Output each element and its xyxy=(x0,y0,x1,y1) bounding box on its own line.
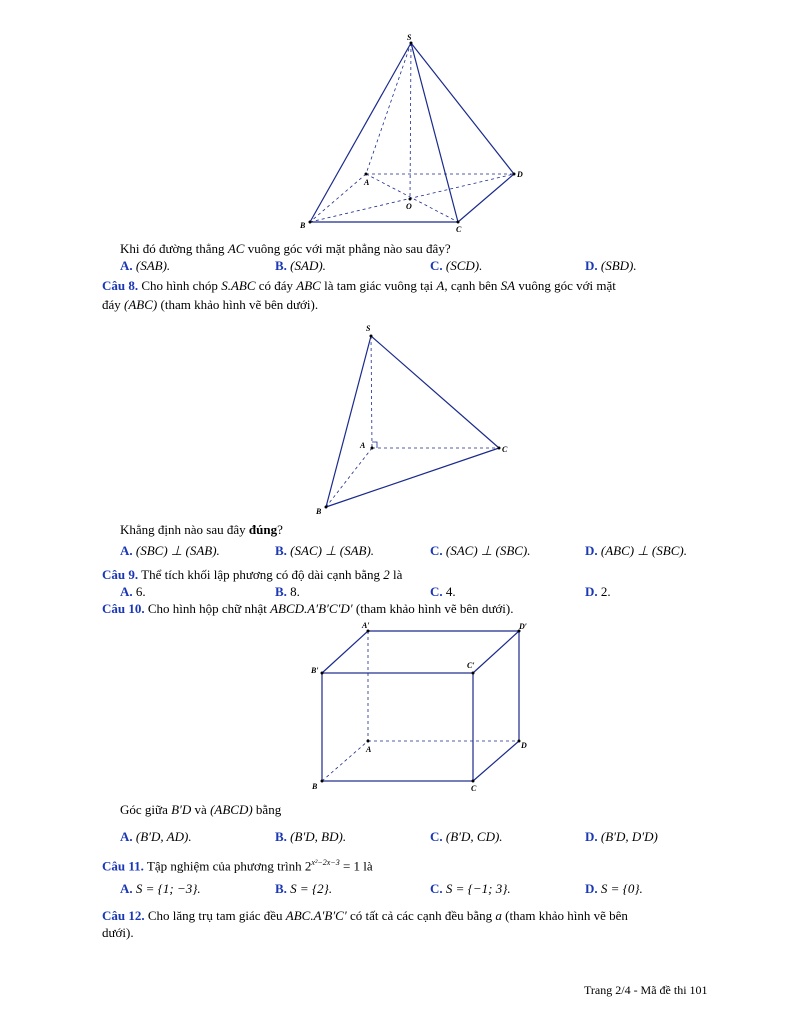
vertex-label-a: A xyxy=(360,441,366,450)
q11-option-a[interactable]: A. S = {1; −3}. xyxy=(120,881,201,896)
vertex-label-b: B xyxy=(300,221,306,230)
q11-stem: Câu 11. Tập nghiệm của phương trình $2^{x^2-2x-3} = 1$ là xyxy=(102,858,373,874)
vertex-label-d-prime: D′ xyxy=(519,622,528,631)
q8-option-d[interactable]: D. (ABC) ⊥ (SBC). xyxy=(585,543,687,558)
q8-stem-line1: Câu 8. Cho hình chóp S.ABC có đáy ABC là tam giác vuông tại A, cạnh bên SA vuông góc với mặt xyxy=(102,278,616,293)
vertex-label-c: C xyxy=(456,225,462,234)
vertex-label-b-prime: B′ xyxy=(311,666,319,675)
q8-option-c[interactable]: C. (SAC) ⊥ (SBC). xyxy=(430,543,531,558)
vertex-label-a: A xyxy=(364,178,370,187)
q10-stem: Câu 10. Cho hình hộp chữ nhật ABCD.A′B′C′D′ (tham khảo hình vẽ bên dưới). xyxy=(102,601,514,616)
vertex-label-s: S xyxy=(366,324,371,333)
vertex-label-d: D xyxy=(517,170,523,179)
q12-stem-line1: Câu 12. Cho lăng trụ tam giác đều ABC.A′B′C′ có tất cả các cạnh đều bằng a (tham khảo hình vẽ bên xyxy=(102,908,628,923)
q9-option-d[interactable]: D. 2. xyxy=(585,584,611,599)
q12-stem-line2: dưới). xyxy=(102,925,134,940)
page-footer: Trang 2/4 - Mã đề thi 101 xyxy=(584,983,708,997)
vertex-label-a-prime: A′ xyxy=(362,621,370,630)
q11-option-c[interactable]: C. S = {−1; 3}. xyxy=(430,881,511,896)
q10-prompt: Góc giữa B′D và (ABCD) bằng xyxy=(120,802,282,817)
q9-option-c[interactable]: C. 4. xyxy=(430,584,456,599)
q11-option-d[interactable]: D. S = {0}. xyxy=(585,881,643,896)
q8-option-b[interactable]: B. (SAC) ⊥ (SAB). xyxy=(275,543,375,558)
pyramid-sabc-figure xyxy=(310,320,520,520)
q8-option-a[interactable]: A. (SBC) ⊥ (SAB). xyxy=(120,543,220,558)
q10-option-d[interactable]: D. (B′D, D′D) xyxy=(585,829,658,844)
q10-option-a[interactable]: A. (B′D, AD). xyxy=(120,829,192,844)
q7-option-d[interactable]: D. (SBD). xyxy=(585,258,637,273)
vertex-label-c: C xyxy=(471,784,477,793)
q8-prompt: Khẳng định nào sau đây đúng? xyxy=(120,522,283,537)
q7-option-b[interactable]: B. (SAD). xyxy=(275,258,326,273)
vertex-label-a: A xyxy=(366,745,372,754)
q8-stem-line2: đáy (ABC) (tham khảo hình vẽ bên dưới). xyxy=(102,297,319,312)
vertex-label-d: D xyxy=(521,741,527,750)
q7-option-c[interactable]: C. (SCD). xyxy=(430,258,483,273)
q11-option-b[interactable]: B. S = {2}. xyxy=(275,881,333,896)
vertex-label-o: O xyxy=(406,202,412,211)
q9-option-a[interactable]: A. 6. xyxy=(120,584,146,599)
q9-stem: Câu 9. Thể tích khối lập phương có độ dài cạnh bằng 2 là xyxy=(102,567,403,582)
q7-prompt: Khi đó đường thẳng AC vuông góc với mặt phẳng nào sau đây? xyxy=(120,241,451,256)
vertex-label-b: B xyxy=(316,507,322,516)
q9-option-b[interactable]: B. 8. xyxy=(275,584,300,599)
q10-option-c[interactable]: C. (B′D, CD). xyxy=(430,829,503,844)
vertex-label-c: C xyxy=(502,445,508,454)
vertex-label-s: S xyxy=(407,33,412,42)
vertex-label-b: B xyxy=(312,782,318,791)
q7-option-a[interactable]: A. (SAB). xyxy=(120,258,171,273)
rectangular-box-figure xyxy=(305,618,545,798)
vertex-label-c-prime: C′ xyxy=(467,661,475,670)
q10-option-b[interactable]: B. (B′D, BD). xyxy=(275,829,347,844)
pyramid-sabcd-figure xyxy=(290,28,530,238)
